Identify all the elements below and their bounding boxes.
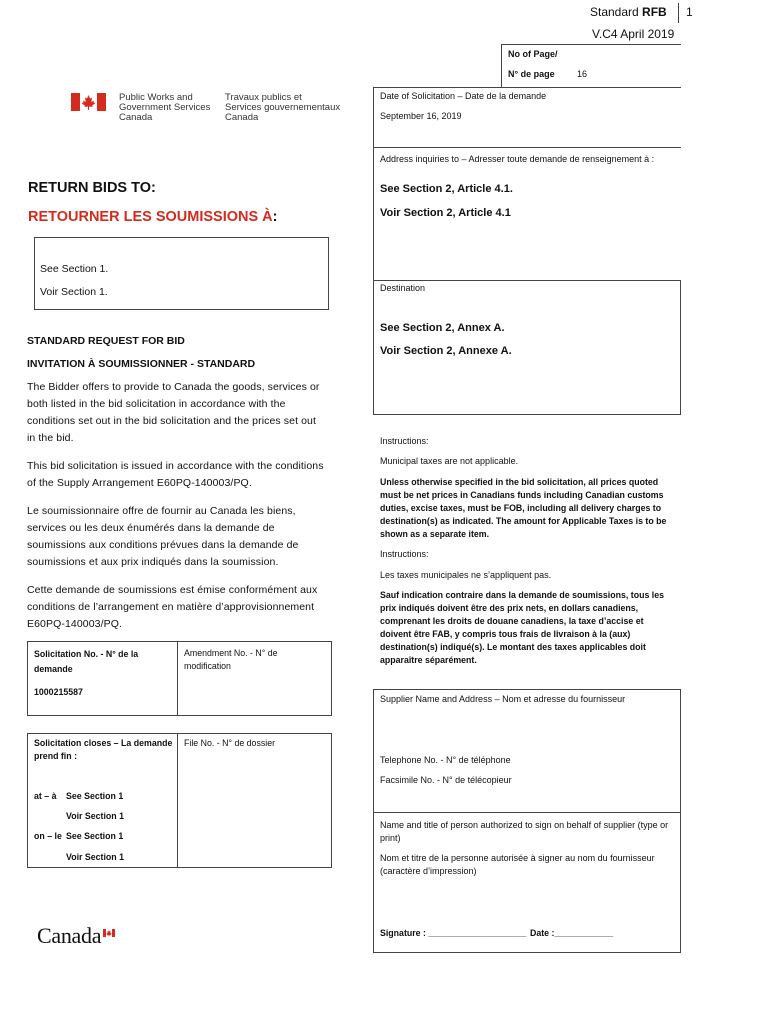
inquiries-box-left (373, 147, 374, 280)
signature-line: Signature : ____________________ (380, 928, 527, 938)
request-para-2: This bid solicitation is issued in accordance with the conditions of the Supply Arrangement E60PQ-140003/PQ. (27, 460, 324, 489)
pages-label-1: No of Page/ (508, 49, 558, 59)
return-bids-title-en: RETURN BIDS TO: (28, 180, 156, 196)
gov-fr-line-3: Canada (225, 112, 259, 123)
standard-rfb: RFB (642, 5, 667, 19)
file-number-label: File No. - N° de dossier (184, 738, 276, 748)
authorized-person-fr: Nom et titre de la personne autorisée à signer au nom du fournisseur (caractère d’impression) (380, 853, 655, 876)
instructions-en-para: Unless otherwise specified in the bid solicitation, all prices quoted must be net prices in Canadians funds including Canadian customs duties, excise taxes, must be FOB, including all delivery charges to destination(s) as indicated. The amount for Applicable Taxes is to be shown as a separate item. (380, 477, 667, 539)
solicitation-date-value: September 16, 2019 (380, 111, 462, 121)
destination-label: Destination (380, 283, 426, 293)
gov-en-line-2: Government Services (119, 102, 211, 113)
header-divider (678, 3, 679, 23)
instructions-fr-para: Sauf indication contraire dans la demande de soumissions, tous les prix indiqués doivent être des prix nets, en dollars canadiens, comprenant les droits de douane canadiens, la taxe d’accise et doivent être FAB, y compris tous frais de livraison à la (aux) destination(s) indiqué(s). Le montant des taxes applicables doit apparaître séparément. (380, 590, 665, 665)
destination-line-2: Voir Section 2, Annexe A. (380, 345, 512, 357)
instructions-fr-label: Instructions: (380, 549, 429, 559)
inquiries-box-top (373, 147, 681, 148)
wordmark-flag-icon (103, 924, 115, 942)
standard-prefix: Standard (590, 5, 643, 19)
inquiries-line-2: Voir Section 2, Article 4.1 (380, 207, 511, 219)
solicitation-number-value: 1000215587 (34, 687, 83, 697)
request-para-3: Le soumissionnaire offre de fournir au Canada les biens, services ou les deux énumérés dans la demande de soumissions aux conditions prévues dans la demande de soumissions et aux prix indiqués dans la soumission. (27, 505, 299, 568)
solicitation-amendment-divider (177, 641, 178, 716)
header-standard (590, 5, 667, 19)
date-box-top (373, 87, 681, 88)
supplier-telephone-label: Telephone No. - N° de téléphone (380, 755, 511, 765)
instructions-en-line-1: Municipal taxes are not applicable. (380, 456, 519, 466)
closes-on-value-1: See Section 1 (66, 831, 124, 841)
gov-fr-line-2: Services gouvernementaux (225, 102, 341, 113)
request-title-fr: INVITATION À SOUMISSIONNER - STANDARD (27, 358, 256, 370)
request-para-4: Cette demande de soumissions est émise conformément aux conditions de l’arrangement en matière d’approvisionnement E60PQ-140003/PQ. (27, 584, 318, 630)
request-para-1: The Bidder offers to provide to Canada the goods, services or both listed in the bid solicitation in accordance with the conditions set out in the bid solicitation and the prices set out in the bid. (27, 381, 320, 444)
inquiries-line-1: See Section 2, Article 4.1. (380, 183, 513, 195)
canada-wordmark (37, 924, 101, 948)
instructions-fr-line-1: Les taxes municipales ne s’appliquent pas. (380, 570, 552, 580)
gov-en-line-3: Canada (119, 112, 153, 123)
supplier-divider (373, 812, 681, 813)
return-bids-title-fr (28, 209, 278, 225)
closes-at-value-1: See Section 1 (66, 791, 124, 801)
gov-fr-line-1: Travaux publics et (225, 92, 302, 103)
return-bids-title-fr-text: RETOURNER LES SOUMISSIONS À (28, 209, 273, 225)
instructions-en-label: Instructions: (380, 436, 429, 446)
gov-en-line-1: Public Works and (119, 92, 193, 103)
solicitation-date-label: Date of Solicitation – Date de la demande (380, 91, 547, 101)
canada-wordmark-text: Canada (37, 923, 102, 948)
canada-flag-icon (71, 93, 106, 116)
closes-on-value-2: Voir Section 1 (66, 852, 125, 862)
authorized-person-en: Name and title of person authorized to sign on behalf of supplier (type or print) (380, 820, 669, 843)
closes-at-value-2: Voir Section 1 (66, 811, 125, 821)
pages-left-line (501, 44, 502, 87)
header-page-number: 1 (686, 5, 693, 19)
gov-name-fr (225, 93, 340, 123)
inquiries-label: Address inquiries to – Adresser toute demande de renseignement à : (380, 154, 655, 164)
pages-label-2: N° de page (508, 69, 555, 79)
amendment-number-label: Amendment No. - N° de modification (184, 648, 278, 671)
closes-on-label: on – le (34, 831, 62, 841)
destination-line-1: See Section 2, Annex A. (380, 322, 505, 334)
request-title-en: STANDARD REQUEST FOR BID (27, 335, 185, 347)
pages-value: 16 (577, 69, 588, 79)
return-bids-title-fr-colon: : (272, 209, 278, 225)
date-box-left (373, 87, 374, 147)
return-bids-line-1: See Section 1. (40, 263, 109, 275)
pages-top-line (501, 44, 681, 45)
closes-file-divider (177, 733, 178, 868)
date-line: Date :____________ (530, 928, 614, 938)
supplier-label: Supplier Name and Address – Nom et adresse du fournisseur (380, 694, 626, 704)
header-version: V.C4 April 2019 (592, 27, 675, 41)
supplier-facsimile-label: Facsimile No. - N° de télécopieur (380, 775, 512, 785)
gov-name-en (119, 93, 210, 123)
closes-label: Solicitation closes – La demande prend fin : (34, 738, 173, 761)
return-bids-line-2: Voir Section 1. (40, 286, 108, 298)
closes-at-label: at – à (34, 791, 57, 801)
solicitation-number-label: Solicitation No. - N° de la demande (34, 649, 139, 674)
